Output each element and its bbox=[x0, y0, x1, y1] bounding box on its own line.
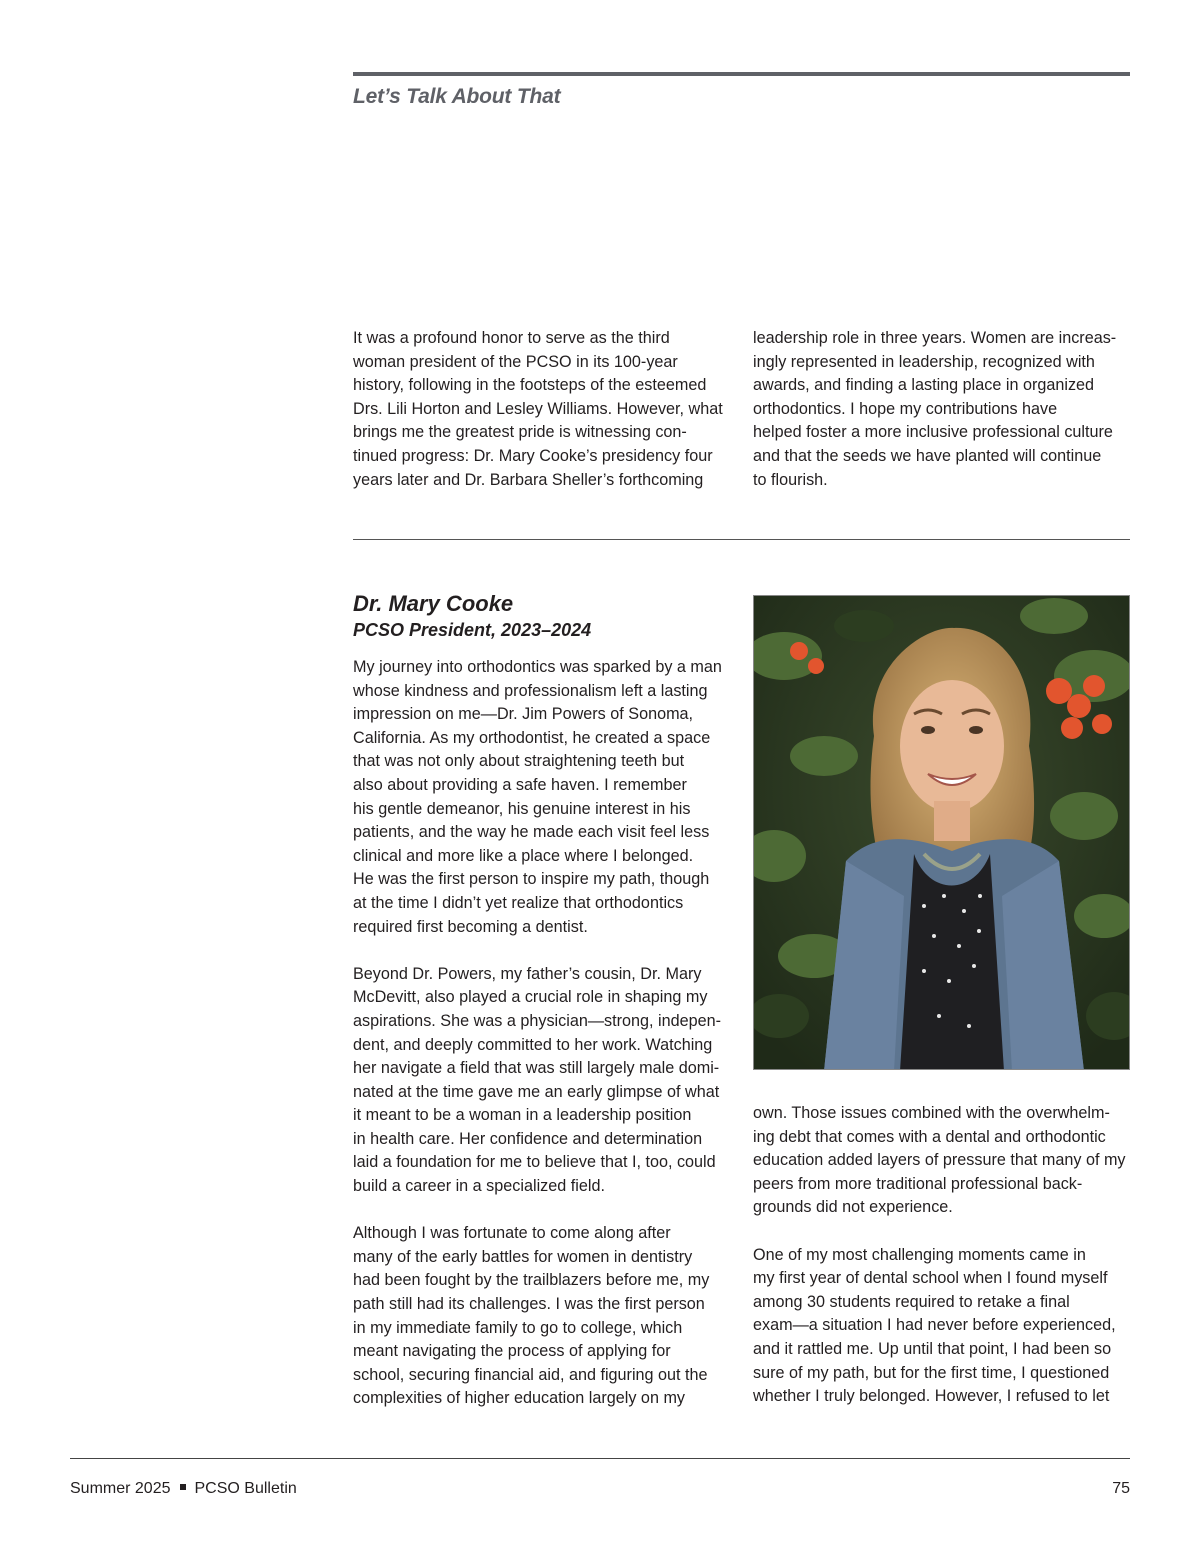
text-line: It was a profound honor to serve as the third bbox=[353, 329, 670, 347]
text-line: many of the early battles for women in dentistry bbox=[353, 1247, 693, 1266]
header-rule bbox=[353, 72, 1130, 76]
text-line: impression on me—Dr. Jim Powers of Sonoma, bbox=[353, 705, 694, 724]
text-line: McDevitt, also played a crucial role in shaping my bbox=[353, 988, 708, 1007]
profile-right-column bbox=[753, 1102, 1133, 1409]
text-line: clinical and more like a place where I belonged. bbox=[353, 846, 694, 865]
text-line: nated at the time gave me an early glimpse of what bbox=[353, 1082, 720, 1101]
section-divider bbox=[353, 539, 1130, 540]
intro-paragraph-left bbox=[353, 327, 733, 492]
profile-paragraph bbox=[353, 1222, 733, 1411]
text-line: exam—a situation I had never before experienced, bbox=[753, 1316, 1116, 1335]
text-line: Although I was fortunate to come along after bbox=[353, 1224, 671, 1243]
text-line: He was the first person to inspire my path, though bbox=[353, 870, 710, 889]
profile-paragraph bbox=[353, 963, 733, 1199]
text-line: in health care. Her confidence and determination bbox=[353, 1129, 703, 1148]
text-line: sure of my path, but for the first time, I questioned bbox=[753, 1363, 1110, 1382]
text-line: my first year of dental school when I found myself bbox=[753, 1269, 1108, 1288]
text-line: whether I truly belonged. However, I refused to let bbox=[753, 1387, 1110, 1406]
text-line: build a career in a specialized field. bbox=[353, 1177, 605, 1196]
text-line: in my immediate family to go to college, which bbox=[353, 1318, 683, 1337]
text-line: that was not only about straightening teeth but bbox=[353, 752, 685, 771]
text-line: awards, and finding a lasting place in organized bbox=[753, 376, 1095, 395]
square-bullet-icon bbox=[180, 1484, 186, 1490]
profile-paragraph bbox=[353, 656, 733, 939]
footer-publication bbox=[70, 1480, 297, 1498]
text-line: years later and Dr. Barbara Sheller’s forthcoming bbox=[353, 470, 704, 489]
text-line: aspirations. She was a physician—strong, indepen- bbox=[353, 1011, 722, 1030]
text-line: woman president of the PCSO in its 100-year bbox=[353, 352, 678, 371]
text-line: his gentle demeanor, his genuine interest in his bbox=[353, 799, 691, 818]
text-line: Drs. Lili Horton and Lesley Williams. However, what bbox=[353, 399, 723, 418]
text-line: patients, and the way he made each visit feel less bbox=[353, 823, 710, 842]
portrait-image bbox=[754, 596, 1130, 1070]
text-line: One of my most challenging moments came in bbox=[753, 1245, 1086, 1264]
text-line: laid a foundation for me to believe that I, too, could bbox=[353, 1153, 716, 1172]
text-line: it meant to be a woman in a leadership position bbox=[353, 1106, 692, 1125]
text-line: peers from more traditional professional back- bbox=[753, 1174, 1083, 1193]
text-line: brings me the greatest pride is witnessing con- bbox=[353, 423, 687, 442]
section-title: Let’s Talk About That bbox=[353, 85, 561, 108]
text-line: Beyond Dr. Powers, my father’s cousin, Dr. Mary bbox=[353, 964, 702, 983]
text-line: dent, and deeply committed to her work. Watching bbox=[353, 1035, 713, 1054]
profile-paragraph bbox=[753, 1102, 1133, 1220]
profile-name: Dr. Mary Cooke bbox=[353, 591, 514, 616]
intro-right-column bbox=[753, 327, 1133, 492]
profile-left-column bbox=[353, 656, 733, 1411]
profile-role: PCSO President, 2023–2024 bbox=[353, 620, 592, 640]
text-line: own. Those issues combined with the overwhelm- bbox=[753, 1104, 1110, 1122]
footer-season: Summer 2025 bbox=[70, 1480, 171, 1497]
text-line: ingly represented in leadership, recognized with bbox=[753, 352, 1095, 371]
text-line: to flourish. bbox=[753, 470, 828, 489]
text-line: required first becoming a dentist. bbox=[353, 917, 588, 936]
text-line: path still had its challenges. I was the first person bbox=[353, 1295, 705, 1314]
text-line: at the time I didn’t yet realize that orthodontics bbox=[353, 893, 684, 912]
text-line: education added layers of pressure that many of my bbox=[753, 1151, 1126, 1170]
text-line: California. As my orthodontist, he created a space bbox=[353, 728, 711, 747]
text-line: tinued progress: Dr. Mary Cooke’s presidency four bbox=[353, 446, 713, 465]
text-line: and it rattled me. Up until that point, I had been so bbox=[753, 1339, 1112, 1358]
text-line: her navigate a field that was still largely male domi- bbox=[353, 1059, 720, 1078]
footer-publication-name: PCSO Bulletin bbox=[194, 1480, 297, 1497]
intro-paragraph-right bbox=[753, 327, 1133, 492]
profile-paragraph bbox=[753, 1244, 1133, 1409]
intro-left-column bbox=[353, 327, 733, 492]
footer-rule bbox=[70, 1458, 1130, 1459]
text-line: meant navigating the process of applying for bbox=[353, 1342, 671, 1361]
text-line: leadership role in three years. Women are increas- bbox=[753, 329, 1117, 347]
text-line: complexities of higher education largely on my bbox=[353, 1389, 686, 1408]
text-line: and that the seeds we have planted will continue bbox=[753, 446, 1102, 465]
text-line: whose kindness and professionalism left a lasting bbox=[353, 681, 708, 700]
profile-photo bbox=[753, 595, 1130, 1070]
text-line: ing debt that comes with a dental and orthodontic bbox=[753, 1127, 1106, 1146]
text-line: had been fought by the trailblazers before me, my bbox=[353, 1271, 710, 1290]
text-line: orthodontics. I hope my contributions have bbox=[753, 399, 1058, 418]
text-line: My journey into orthodontics was sparked by a man bbox=[353, 658, 722, 676]
page-number: 75 bbox=[1112, 1480, 1130, 1497]
text-line: helped foster a more inclusive professional culture bbox=[753, 423, 1113, 442]
text-line: among 30 students required to retake a final bbox=[753, 1292, 1070, 1311]
text-line: school, securing financial aid, and figuring out the bbox=[353, 1365, 708, 1384]
text-line: also about providing a safe haven. I remember bbox=[353, 775, 687, 794]
text-line: grounds did not experience. bbox=[753, 1198, 953, 1217]
text-line: history, following in the footsteps of the esteemed bbox=[353, 376, 707, 395]
